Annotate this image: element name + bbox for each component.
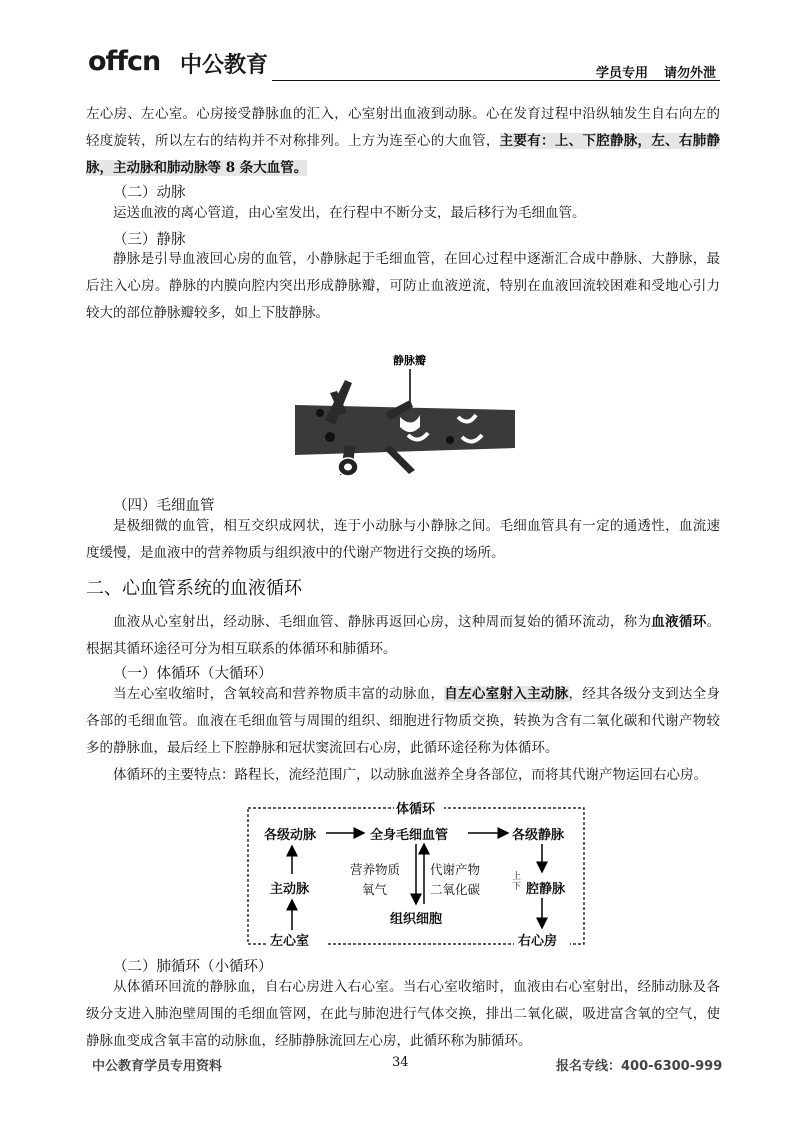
heading-capillary: （四）毛细血管 [113,498,215,514]
header-tags [596,62,716,81]
node-co2: 二氧化碳 [430,882,481,897]
systemic-circulation-diagram [246,800,586,949]
header-rule [272,80,720,81]
header-tag-members: 学员专用 [596,66,649,81]
footer-hotline: 报名专线：400-6300-999 [556,1059,723,1074]
header-tag-confidential: 请勿外泄 [664,66,717,81]
node-vena-cava: 腔静脉 [526,882,566,897]
highlight-great-vessels: 主要有：上、下腔静脉，左、右肺静脉，主动脉和肺动脉等 8 条大血管。 [86,133,721,176]
node-capillaries: 全身毛细血管 [370,828,449,843]
paragraph-circulation [86,609,720,663]
paragraph-pulmonary: 从体循环回流的静脉血，自右心房进入右心室。当右心室收缩时，血液由右心室射出，经肺动脉及各级分支进入肺泡壁周围的毛细血管网，在此与肺泡进行气体交换，排出二氧化碳，吸进富含氧的空气，使静脉血变成含氧丰富的动脉血，经肺静脉流回左心房，此循环称为肺循环。 [86,979,720,1049]
highlight-left-ventricle-aorta: 自左心室射入主动脉 [444,686,569,702]
paragraph-systemic-features: 体循环的主要特点：路程长，流经范围广，以动脉血滋养全身各部位，而将其代谢产物运回右心房。 [113,767,707,783]
paragraph-text: 血液从心室射出，经动脉、毛细血管、静脉再返回心房，这种周而复始的循环流动，称为 [113,614,652,630]
node-aorta: 主动脉 [270,882,310,897]
node-tissue-cells: 组织细胞 [390,912,443,927]
heading-artery: （二）动脉 [113,185,186,201]
heading-systemic: （一）体循环（大循环） [113,666,273,682]
paragraph-text: 当左心室收缩时，含氧较高和营养物质丰富的动脉血， [113,686,445,702]
node-nutrients: 营养物质 [350,862,401,877]
paragraph-heart-chambers [86,101,720,182]
heading-pulmonary: （二）肺循环（小循环） [113,959,273,975]
node-left-ventricle: 左心室 [270,934,310,949]
vein-valve-figure [290,345,520,484]
footer-left-text: 中公教育学员专用资料 [92,1059,223,1074]
logo-latin: offcn [88,46,161,77]
node-oxygen: 氧气 [362,882,388,897]
node-artery-branches: 各级动脉 [264,828,317,843]
heading-blood-circulation: 二、心血管系统的血液循环 [86,578,302,599]
vein-valve-label: 静脉瓣 [393,354,426,367]
node-right-atrium: 右心房 [518,934,558,949]
node-vein-branches: 各级静脉 [512,828,565,843]
paragraph-text: 左心房、左心室。心房接受静脉血的汇入，心室射出血液到动脉。心在发育过程中沿纵轴发生自右向左的轻度旋转，所以左右的结构并不对称排列。上方为连至心的大血管， [86,106,720,149]
paragraph-systemic [86,681,720,762]
diagram-title: 体循环 [396,802,436,817]
node-metabolites: 代谢产物 [430,862,481,877]
page-number: 34 [392,1055,409,1070]
term-blood-circulation: 血液循环 [651,614,707,630]
paragraph-text: ，经其各级分支到达全身各部的毛细血管。血液在毛细血管与周围的组织、细胞进行物质交换，转换为含有二氧化碳和代谢产物较多的静脉血，最后经上下腔静脉和冠状窦流回右心房，此循环途径称为体循环。 [86,686,721,756]
heading-vein: （三）静脉 [113,232,186,248]
paragraph-text: 。根据其循环途径可分为相互联系的体循环和肺循环。 [86,614,721,657]
paragraph-capillary: 是极细微的血管，相互交织成网状，连于小动脉与小静脉之间。毛细血管具有一定的通透性，血流速度缓慢，是血液中的营养物质与组织液中的代谢产物进行交换的场所。 [86,518,720,561]
paragraph-artery: 运送血液的离心管道，由心室发出，在行程中不断分支，最后移行为毛细血管。 [113,205,586,221]
node-vena-cava-prefix: 上 下 [512,872,522,892]
logo-cn: 中公教育 [180,53,269,78]
paragraph-vein: 静脉是引导血液回心房的血管，小静脉起于毛细血管，在回心过程中逐渐汇合成中静脉、大静脉，最后注入心房。静脉的内膜向腔内突出形成静脉瓣，可防止血液逆流，特别在血液回流较困难和受地心引力较大的部位静脉瓣较多，如上下肢静脉。 [86,251,720,321]
